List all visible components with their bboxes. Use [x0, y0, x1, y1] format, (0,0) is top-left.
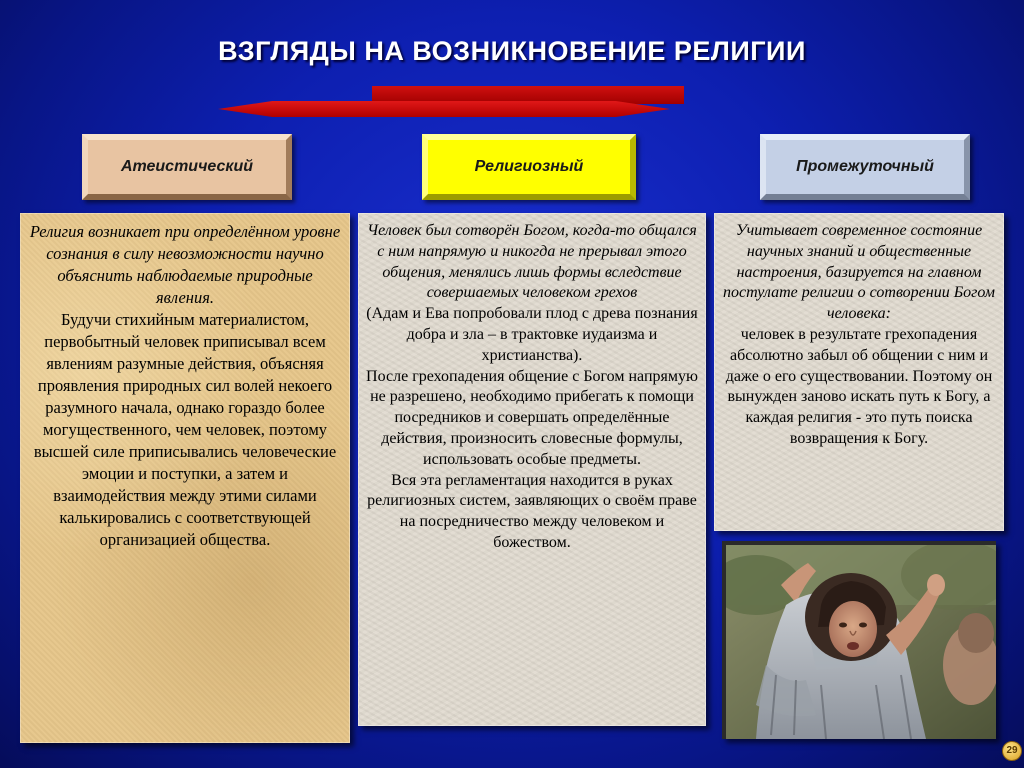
religious-text-box — [358, 213, 706, 726]
atheist-regular-text: Будучи стихийным материалистом, первобытный человек приписывал всем явлениям разумные действия, объясняя проявления природных сил волей некоего разумного начала, однако гораздо более могущественного, чем человек, поэтому высшей силе приписывались человеческие эмоции и поступки, а затем и взаимодействия между этими силами калькировались с соответствующей организацией общества. — [33, 310, 337, 549]
atheist-label-text: Атеистический — [120, 158, 254, 175]
religious-label-button[interactable] — [422, 134, 636, 200]
atheist-italic-text: Религия возникает при определённом уровне сознания в силу невозможности научно объяснить наблюдаемые природные явления. — [29, 222, 341, 307]
decorative-wing — [218, 101, 670, 117]
slide-title: ВЗГЛЯДЫ НА ВОЗНИКНОВЕНИЕ РЕЛИГИИ — [218, 36, 806, 66]
atheist-label-button[interactable] — [82, 134, 292, 200]
intermediate-label-text: Промежуточный — [796, 158, 934, 175]
shaman-photo — [726, 545, 996, 739]
religious-label-text: Религиозный — [474, 158, 584, 175]
religious-regular-text-3: Вся эта регламентация находится в руках религиозных систем, заявляющих о своём праве на посредничество между человеком и божеством. — [367, 471, 697, 551]
religious-italic-text: Человек был сотворён Богом, когда-то общался с ним напрямую и никогда не прерывал этого общения, менялись лишь формы вследствие совершаемых человеком грехов — [367, 222, 697, 302]
atheist-text-box — [20, 213, 350, 743]
intermediate-text-box — [714, 213, 1004, 531]
intermediate-regular-text: человек в результате грехопадения абсолютно забыл об общении с ним и даже о его существовании. Поэтому он вынужден заново искать путь к Богу, а каждая религия - это путь поиска возвращения к Богу. — [725, 325, 993, 447]
page-number-badge: 29 — [1002, 741, 1022, 761]
shaman-photo-illustration — [726, 545, 996, 739]
religious-regular-text-2: После грехопадения общение с Богом напрямую не разрешено, необходимо прибегать к помощи посредников и совершать определённые действия, произносить словесные формулы, использовать особые предметы. — [366, 367, 698, 468]
religious-regular-text-1: (Адам и Ева попробовали плод с древа познания добра и зла – в трактовке иудаизма и христианства). — [366, 305, 698, 364]
intermediate-italic-text: Учитывает современное состояние научных знаний и общественные настроения, базируется на главном постулате религии о сотворении Богом человека: — [723, 222, 995, 323]
intermediate-label-button[interactable] — [760, 134, 970, 200]
